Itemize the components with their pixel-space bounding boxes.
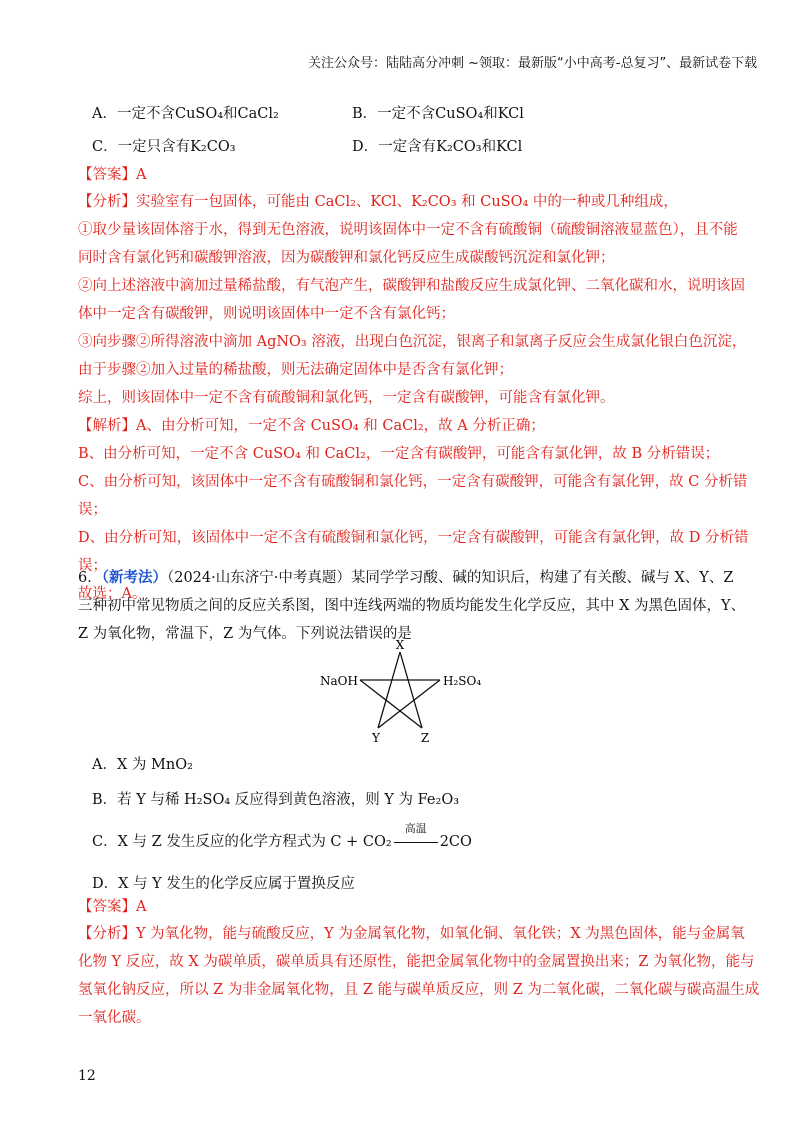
q5-answer: 【答案】A <box>78 167 147 183</box>
q6-stem-line: （2024·山东济宁·中考真题）某同学学习酸、碱的知识后，构建了有关酸、碱与 X、Y、Z <box>166 570 734 586</box>
q6-analysis-line: 氢氧化钠反应，所以 Z 为非金属氧化物，且 Z 能与碳单质反应，则 Z 为二氧化碳，二氧化碳与碳高温生成 <box>78 982 760 998</box>
q6-answer: 【答案】A <box>78 899 147 915</box>
q5-option-d: D．一定含有K₂CO₃和KCl <box>352 139 523 155</box>
q5-option-b: B．一定不含CuSO₄和KCl <box>352 106 524 122</box>
diagram-node-h2so4: H₂SO₄ <box>443 674 482 688</box>
q5-analysis-line: ①取少量该固体溶于水，得到无色溶液，说明该固体中一定不含有硫酸铜（硫酸铜溶液显蓝色），且不能 <box>78 222 738 238</box>
page-header: 关注公众号：陆陆高分冲刺 ~领取：最新版“小中高考-总复习”、最新试卷下载 <box>308 56 758 71</box>
q6-stem <box>78 564 746 648</box>
diagram-line <box>360 680 422 728</box>
page-number: 12 <box>78 1068 96 1084</box>
q6-option-c <box>92 822 472 851</box>
q5-analysis-line: 综上，则该固体中一定不含有硫酸铜和氯化钙，一定含有碳酸钾，可能含有氯化钾。 <box>78 390 615 406</box>
q5-analysis-line: ③向步骤②所得溶液中滴加 AgNO₃ 溶液，出现白色沉淀，银离子和氯离子反应会生成氯化银白色沉淀， <box>78 334 747 350</box>
reaction-condition: 高温 <box>404 822 427 835</box>
q5-explanation-line: C、由分析可知，该固体中一定不含有硫酸铜和氯化钙，一定含有碳酸钾，可能含有氯化钾，故 C 分析错 <box>78 474 748 490</box>
q6-option-b: B．若 Y 与稀 H₂SO₄ 反应得到黄色溶液，则 Y 为 Fe₂O₃ <box>92 792 460 808</box>
q5-analysis <box>78 188 747 412</box>
diagram-line <box>400 652 422 728</box>
q5-analysis-line: ②向上述溶液中滴加过量稀盐酸，有气泡产生，碳酸钾和盐酸反应生成氯化钾、二氧化碳和水，说明该固 <box>78 278 745 294</box>
q5-analysis-line: 体中一定含有碳酸钾，则说明该固体中一定不含有氯化钙； <box>78 306 455 322</box>
q5-option-a: A．一定不含CuSO₄和CaCl₂ <box>92 106 279 122</box>
q6-option-c-text: C．X 与 Z 发生反应的化学方程式为 C + CO₂ <box>92 834 392 850</box>
q5-analysis-line: 【分析】实验室有一包固体，可能由 CaCl₂、KCl、K₂CO₃ 和 CuSO₄ 中的一种或几种组成， <box>78 194 678 210</box>
diagram-node-naoh: NaOH <box>320 674 358 688</box>
q5-explanation-line: 误； <box>78 558 107 574</box>
q6-analysis-line: 化物 Y 反应，故 X 为碳单质，碳单质具有还原性，能把金属氧化物中的金属置换出来；Z 为氧化物，能与 <box>78 954 755 970</box>
diagram-node-x: X <box>395 638 405 652</box>
q5-explanation-line: 【解析】A、由分析可知，一定不含 CuSO₄ 和 CaCl₂，故 A 分析正确； <box>78 418 545 434</box>
q6-analysis-line: 一氧化碳。 <box>78 1010 151 1026</box>
q5-explanation-line: D、由分析可知，该固体中一定不含有硫酸铜和氯化钙，一定含有碳酸钾，可能含有氯化钾，故 D 分析错 <box>78 530 749 546</box>
q6-option-a: A．X 为 MnO₂ <box>92 757 193 773</box>
q6-analysis <box>78 920 760 1032</box>
q5-explanation-line: 故选：A。 <box>78 586 147 602</box>
q5-explanation-line: B、由分析可知，一定不含 CuSO₄ 和 CaCl₂，一定含有碳酸钾，可能含有氯化钾，故 B 分析错误； <box>78 446 720 462</box>
reaction-star-diagram <box>310 638 490 748</box>
reaction-condition-arrow <box>394 822 438 850</box>
q6-tag: （新考法） <box>101 569 167 586</box>
diagram-line <box>378 652 400 728</box>
q6-analysis-line: 【分析】Y 为氧化物，能与硫酸反应，Y 为金属氧化物，如氧化铜、氧化铁；X 为黑色固体，能与金属氧 <box>78 926 745 942</box>
q6-stem-line: Z 为氧化物，常温下，Z 为气体。下列说法错误的是 <box>78 626 412 642</box>
diagram-node-y: Y <box>372 731 380 745</box>
q5-analysis-line: 由于步骤②加入过量的稀盐酸，则无法确定固体中是否含有氯化钾； <box>78 362 513 378</box>
q5-option-c: C．一定只含有K₂CO₃ <box>92 139 236 155</box>
q6-option-c-product: 2CO <box>439 834 472 850</box>
q5-analysis-line: 同时含有氯化钙和碳酸钾溶液，因为碳酸钾和氯化钙反应生成碳酸钙沉淀和氯化钾； <box>78 250 615 266</box>
q5-explanation-line: 误； <box>78 502 107 518</box>
q6-stem-line: 三种初中常见物质之间的反应关系图，图中连线两端的物质均能发生化学反应，其中 X 为黑色固体，Y、 <box>78 598 746 614</box>
q6-number: 6． <box>78 570 102 586</box>
diagram-line <box>378 680 440 728</box>
q6-option-d: D．X 与 Y 发生的化学反应属于置换反应 <box>92 876 355 892</box>
diagram-node-z: Z <box>420 731 430 745</box>
